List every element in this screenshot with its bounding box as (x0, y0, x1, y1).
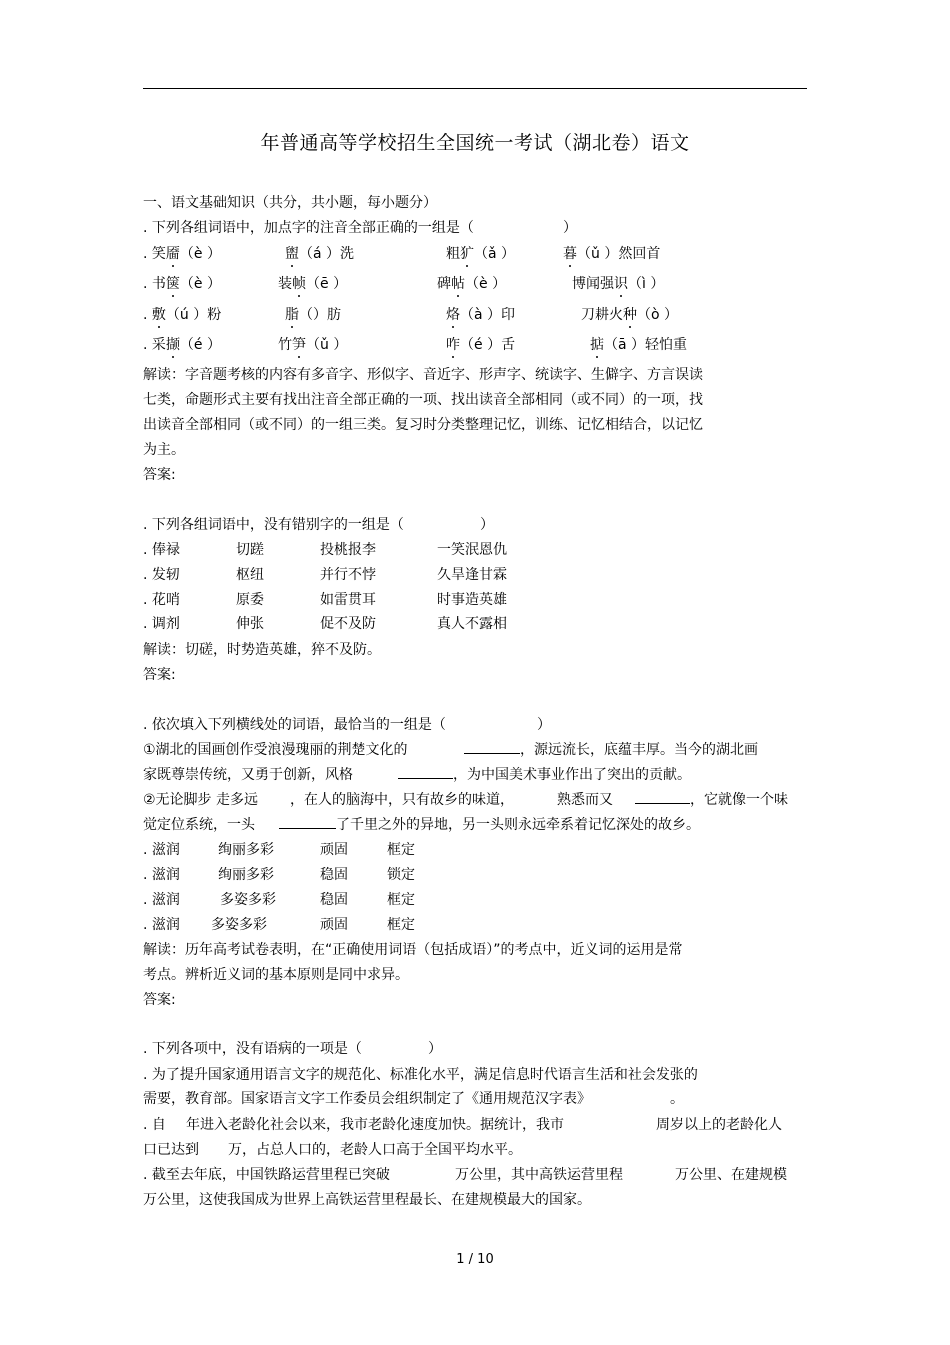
q3-option-c-word1: . 滋润 (143, 892, 180, 908)
q1-answer: 答案: (143, 467, 176, 483)
page-number: 1 / 10 (456, 1252, 494, 1267)
q3-passage-line: ①湖北的国画创作受浪漫瑰丽的荆楚文化的 (143, 742, 408, 758)
q4-option-a-line: . 为了提升国家通用语言文字的规范化、标准化水平，满足信息时代语言生活和社会发张的 (143, 1067, 698, 1083)
q3-passage-line: 家既尊崇传统，又勇于创新，风格 (143, 767, 353, 783)
q1-option-a-word4: 暮（ǔ ）然回首 (563, 246, 661, 262)
q3-option-b-word2: 绚丽多彩 (218, 867, 274, 883)
q4-option-a-end: 。 (670, 1091, 684, 1107)
q3-option-d-word2: 多姿多彩 (211, 917, 267, 933)
q2-option-a-word1: . 俸禄 (143, 542, 180, 558)
q1-analysis-line: 为主。 (143, 442, 185, 458)
q3-paren: ） (537, 717, 551, 733)
q3-passage-line: 熟悉而又 (557, 792, 613, 808)
q1-analysis-line: 七类，命题形式主要有找出注音全部正确的一项、找出读音全部相同（或不同）的一项，找 (143, 392, 703, 408)
q1-option-d-word3: 咋（é ）舌 (446, 337, 516, 353)
q1-option-c-word2: 脂（）肪 (285, 307, 341, 323)
q2-paren: ） (480, 517, 494, 533)
q3-option-d-word3: 顽固 (320, 917, 348, 933)
q3-analysis-line: 考点。辨析近义词的基本原则是同中求异。 (143, 967, 409, 983)
q2-option-d-word1: . 调剂 (143, 616, 180, 632)
q1-option-d: . 采撷（é ） (143, 337, 221, 353)
q3-option-b-word1: . 滋润 (143, 867, 180, 883)
q4-paren: ） (428, 1041, 442, 1057)
q2-option-c-word2: 原委 (236, 592, 264, 608)
q1-paren: ） (563, 220, 577, 236)
q2-analysis: 解读：切磋，时势造英雄，猝不及防。 (143, 642, 381, 658)
q1-option-a: . 笑靥（è ） (143, 246, 221, 262)
q2-option-c-word1: . 花哨 (143, 592, 180, 608)
q2-answer: 答案: (143, 667, 176, 683)
q1-option-d-word4: 掂（ā ）轻怕重 (590, 337, 688, 353)
q3-passage-line: ，为中国美术事业作出了突出的贡献。 (453, 767, 691, 783)
q1-option-a-word2: 盥（á ）洗 (285, 246, 355, 262)
q2-option-a-word4: 一笑泯恩仇 (437, 542, 507, 558)
section-heading: 一、语文基础知识（共分，共小题，每小题分） (143, 195, 437, 211)
q2-option-b-word1: . 发轫 (143, 567, 180, 583)
q1-option-c-word4: 刀耕火种（ò ） (581, 307, 679, 323)
q4-stem: . 下列各项中，没有语病的一项是（ (143, 1041, 362, 1057)
q3-analysis-line: 解读：历年高考试卷表明，在“正确使用词语（包括成语）”的考点中，近义词的运用是常 (143, 942, 683, 958)
q4-option-c-line: . 截至去年底，中国铁路运营里程已突破 (143, 1167, 390, 1183)
q1-option-b-word2: 装帧（ē ） (278, 276, 348, 292)
q3-passage-line: 了千里之外的异地，另一头则永远牵系着记忆深处的故乡。 (336, 817, 700, 833)
q3-option-c-word3: 稳固 (320, 892, 348, 908)
page-title: 年普通高等学校招生全国统一考试（湖北卷）语文 (260, 132, 690, 154)
q3-option-a-word2: 绚丽多彩 (218, 842, 274, 858)
q4-option-c-line: 万公里，其中高铁运营里程 (455, 1167, 623, 1183)
q2-option-a-word3: 投桃报李 (320, 542, 376, 558)
q3-option-a-word1: . 滋润 (143, 842, 180, 858)
header-rule (143, 88, 807, 89)
q1-analysis-line: 解读：字音题考核的内容有多音字、形似字、音近字、形声字、统读字、生僻字、方言误读 (143, 367, 703, 383)
q4-option-b-line: 万，占总人口的，老龄人口高于全国平均水平。 (228, 1142, 522, 1158)
q4-option-a-line: 需要，教育部。国家语言文字工作委员会组织制定了《通用规范汉字表》 (143, 1091, 591, 1107)
q2-option-b-word2: 枢纽 (236, 567, 264, 583)
q3-option-d-word4: 框定 (387, 917, 415, 933)
q2-option-d-word4: 真人不露相 (437, 616, 507, 632)
q1-option-b-word3: 碑帖（è ） (437, 276, 507, 292)
q2-option-c-word4: 时事造英雄 (437, 592, 507, 608)
q3-passage-line: ，在人的脑海中，只有故乡的味道， (290, 792, 514, 808)
q3-option-c-word4: 框定 (387, 892, 415, 908)
q3-blank (635, 791, 690, 809)
q3-option-c-word2: 多姿多彩 (220, 892, 276, 908)
q3-passage-line: ，它就像一个味 (690, 792, 788, 808)
q3-blank (279, 816, 336, 834)
q3-option-a-word4: 框定 (387, 842, 415, 858)
q4-option-b-line: . 自 (143, 1117, 166, 1133)
q2-option-c-word3: 如雷贯耳 (320, 592, 376, 608)
q3-option-b-word3: 稳固 (320, 867, 348, 883)
q1-option-b-word4: 博闻强识（ì ） (572, 276, 665, 292)
q4-option-b-line: 周岁以上的老龄化人 (656, 1117, 782, 1133)
q4-option-b-line: 年进入老龄化社会以来，我市老龄化速度加快。据统计，我市 (186, 1117, 564, 1133)
q3-blank (398, 766, 453, 784)
q2-stem: . 下列各组词语中，没有错别字的一组是（ (143, 517, 404, 533)
q1-option-d-word2: 竹笋（ǔ ） (278, 337, 348, 353)
q2-option-b-word4: 久旱逢甘霖 (437, 567, 507, 583)
q1-option-c: . 敷（ú ）粉 (143, 307, 222, 323)
q3-blank (464, 741, 520, 759)
q1-analysis-line: 出读音全部相同（或不同）的一组三类。复习时分类整理记忆，训练、记忆相结合，以记忆 (143, 417, 703, 433)
q1-option-a-word3: 粗犷（ǎ ） (446, 246, 516, 262)
q3-option-b-word4: 锁定 (387, 867, 415, 883)
q1-stem: . 下列各组词语中，加点字的注音全部正确的一组是（ (143, 220, 474, 236)
q2-option-a-word2: 切蹉 (236, 542, 264, 558)
q4-option-b-line: 口已达到 (143, 1142, 199, 1158)
q4-option-c-line: 万公里、在建规模 (675, 1167, 787, 1183)
q3-passage-line: ②无论脚步 走多远 (143, 792, 259, 808)
q4-option-c-line: 万公里，这使我国成为世界上高铁运营里程最长、在建规模最大的国家。 (143, 1192, 591, 1208)
q2-option-b-word3: 并行不悖 (320, 567, 376, 583)
q3-answer: 答案: (143, 992, 176, 1008)
q1-option-c-word3: 烙（à ）印 (446, 307, 516, 323)
q1-option-b: . 书箧（è ） (143, 276, 221, 292)
q2-option-d-word3: 促不及防 (320, 616, 376, 632)
q3-option-a-word3: 顽固 (320, 842, 348, 858)
q3-stem: . 依次填入下列横线处的词语，最恰当的一组是（ (143, 717, 446, 733)
q3-passage-line: 觉定位系统，一头 (143, 817, 255, 833)
q3-passage-line: ，源远流长，底蕴丰厚。当今的湖北画 (520, 742, 758, 758)
q3-option-d-word1: . 滋润 (143, 917, 180, 933)
q2-option-d-word2: 伸张 (236, 616, 264, 632)
